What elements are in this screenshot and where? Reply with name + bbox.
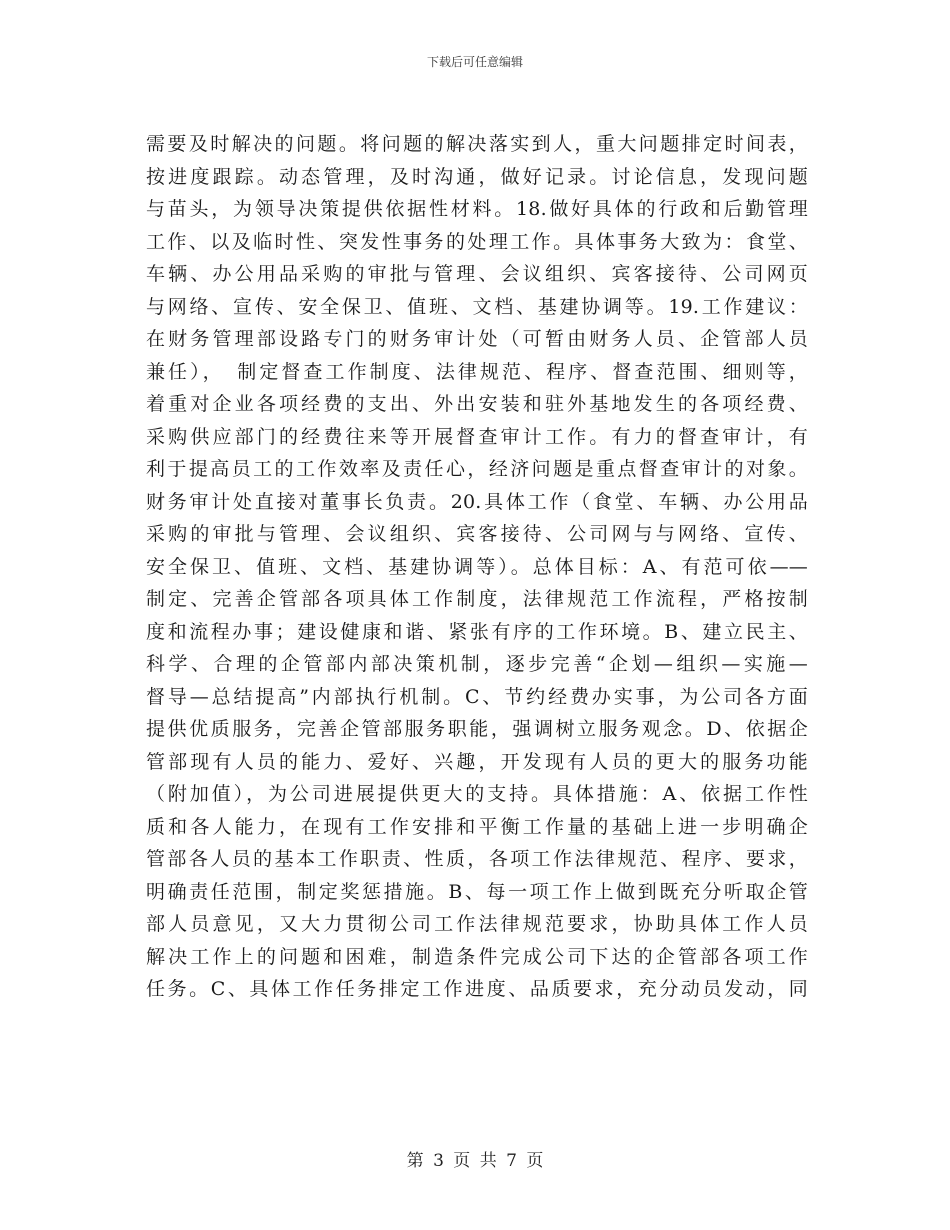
page-header: 下载后可任意编辑 bbox=[426, 55, 523, 69]
text-line: 制定、完善企管部各项具体工作制度，法律规范工作流程，严格按制 bbox=[146, 588, 808, 610]
text-line: 财务审计处直接对董事长负责。20.具体工作（食堂、车辆、办公用品 bbox=[146, 490, 808, 513]
text-line: 科学、合理的企管部内部决策机制，逐步完善“企划—组织—实施— bbox=[146, 653, 808, 675]
text-line: 任务。C、具体工作任务排定工作进度、品质要求，充分动员发动，同 bbox=[146, 978, 808, 1000]
text-line: 管部现有人员的能力、爱好、兴趣，开发现有人员的更大的服务功能 bbox=[146, 750, 808, 773]
text-line: 度和流程办事；建设健康和谐、紧张有序的工作环境。B、建立民主、 bbox=[146, 620, 808, 643]
text-line: 在财务管理部设路专门的财务审计处（可暂由财务人员、企管部人员 bbox=[146, 328, 808, 350]
text-line: 兼任）， 制定督查工作制度、法律规范、程序、督查范围、细则等， bbox=[146, 360, 808, 383]
page-footer: 第 3 页 共 7 页 bbox=[406, 1151, 544, 1171]
text-line: 质和各人能力，在现有工作安排和平衡工作量的基础上进一步明确企 bbox=[146, 815, 808, 838]
text-line: 管部各人员的基本工作职责、性质，各项工作法律规范、程序、要求， bbox=[146, 848, 808, 870]
text-line: 督导—总结提高”内部执行机制。C、节约经费办实事，为公司各方面 bbox=[146, 685, 808, 708]
text-line: （附加值），为公司进展提供更大的支持。具体措施：A、依据工作性 bbox=[146, 783, 808, 805]
text-line: 安全保卫、值班、文档、基建协调等）。总体目标：A、有范可依—— bbox=[146, 555, 808, 578]
text-line: 工作、以及临时性、突发性事务的处理工作。具体事务大致为：食堂、 bbox=[146, 230, 808, 253]
text-line: 利于提高员工的工作效率及责任心，经济问题是重点督查审计的对象。 bbox=[146, 458, 808, 480]
text-line: 解决工作上的问题和困难，制造条件完成公司下达的企管部各项工作 bbox=[146, 945, 808, 968]
text-line: 提供优质服务，完善企管部服务职能，强调树立服务观念。D、依据企 bbox=[146, 718, 808, 740]
text-line: 采购供应部门的经费往来等开展督查审计工作。有力的督查审计，有 bbox=[146, 425, 808, 448]
text-line: 部人员意见，又大力贯彻公司工作法律规范要求，协助具体工作人员 bbox=[146, 913, 808, 935]
text-line: 与苗头，为领导决策提供依据性材料。18.做好具体的行政和后勤管理 bbox=[146, 198, 808, 220]
text-line: 车辆、办公用品采购的审批与管理、会议组织、宾客接待、公司网页 bbox=[146, 263, 808, 285]
text-line: 与网络、宣传、安全保卫、值班、文档、基建协调等。19.工作建议： bbox=[146, 295, 808, 318]
text-line: 采购的审批与管理、会议组织、宾客接待、公司网与与网络、宣传、 bbox=[146, 523, 808, 545]
text-line: 明确责任范围，制定奖惩措施。B、每一项工作上做到既充分听取企管 bbox=[146, 880, 808, 903]
body-text bbox=[146, 128, 808, 1006]
text-line: 着重对企业各项经费的支出、外出安装和驻外基地发生的各项经费、 bbox=[146, 393, 808, 415]
text-line: 需要及时解决的问题。将问题的解决落实到人，重大问题排定时间表， bbox=[146, 133, 808, 155]
text-line: 按进度跟踪。动态管理，及时沟通，做好记录。讨论信息，发现问题 bbox=[146, 165, 808, 188]
